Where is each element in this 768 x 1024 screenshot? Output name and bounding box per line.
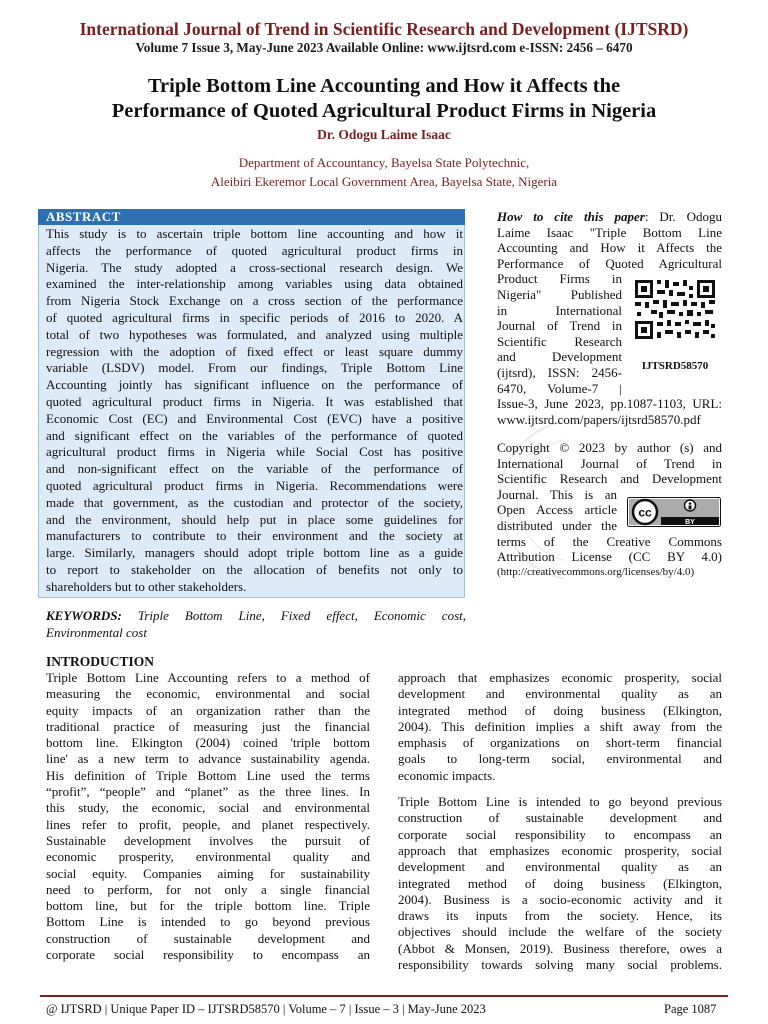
abstract-text	[46, 226, 463, 596]
body-line: approach that emphasizes economic prosperity, social	[398, 670, 722, 685]
footer-divider	[40, 995, 728, 997]
citation-label: How to cite this paper	[497, 209, 645, 224]
affiliation-line: Department of Accountancy, Bayelsa State Polytechnic,	[238, 155, 530, 170]
citation-text: : Dr. Odogu	[644, 209, 722, 224]
body-line: economic prosperity, environmental quality and	[46, 849, 370, 865]
body-line: goals to long-term social, environmental and	[398, 751, 722, 767]
body-line: social equity. Companies aiming for sustainability	[46, 865, 370, 881]
abstract-line: of quoted agricultural firms in specific periods of 2016 to 2020. A	[46, 309, 463, 325]
citation-line: and Development	[497, 349, 622, 365]
copyright-line: distributed under the	[497, 517, 617, 533]
abstract-line: examined the inter-relationship among variables using data obtained	[46, 276, 463, 292]
copyright-line: International Journal of Trend in	[497, 455, 722, 471]
cc-symbol: cc	[638, 505, 652, 520]
citation-line: Scientific Research	[497, 333, 622, 349]
body-line: lines refer to profit, people, and planet respectively.	[46, 816, 370, 832]
introduction-left-column	[46, 670, 370, 963]
body-line: draws its inputs from the society. Hence, its	[398, 908, 722, 924]
body-line: development and environmental quality as an	[398, 686, 722, 702]
abstract-line: manufacturers to contribute to their environment and the society at	[46, 528, 463, 544]
abstract-line: shareholders but to other stakeholders.	[46, 578, 247, 594]
keywords	[46, 608, 466, 641]
abstract-heading: ABSTRACT	[38, 209, 465, 225]
qr-code-icon[interactable]	[632, 277, 718, 342]
citation-line: Product Firms in	[497, 271, 622, 287]
abstract-line: and the environment, should help put in place some guidelines for	[46, 511, 463, 527]
paper-title	[30, 74, 738, 124]
citation-line: Journal of Trend in	[497, 318, 622, 334]
body-line: objectives should include the welfare of the society	[398, 924, 722, 940]
footer-text: @ IJTSRD | Unique Paper ID – IJTSRD58570 | Volume – 7 | Issue – 3 | May-June 2023	[46, 1002, 486, 1016]
citation-line: 6470, Volume-7 |	[497, 380, 622, 396]
citation-line: Laime Isaac "Triple Bottom Line	[497, 224, 722, 240]
body-line: economic impacts.	[398, 767, 496, 783]
body-line: responsibility towards solving many social problems.	[398, 957, 722, 973]
copyright-line: Copyright © 2023 by author (s) and	[497, 440, 722, 455]
abstract-line: Nigeria. The study adopted a cross-sectional research design. We	[46, 259, 463, 275]
body-line: 2004). This definition implies a shift away from the	[398, 718, 722, 734]
citation-line: Issue-3, June 2023, pp.1087-1103, URL:	[497, 396, 722, 412]
page-number: Page 1087	[664, 1002, 717, 1016]
abstract-line: regression with the adoption of fixed effect or least square dummy	[46, 343, 463, 359]
abstract-line: Economic Cost (EC) and Environmental Cost (EVC) have a positive	[46, 410, 463, 426]
body-line: integrated method of doing business (Elkington,	[398, 702, 722, 718]
citation-line: (ijtsrd), ISSN: 2456-	[497, 364, 622, 380]
body-line: construction of sustainable development and	[46, 930, 370, 946]
license-url[interactable]: (http://creativecommons.org/licenses/by/4.0)	[497, 565, 695, 578]
abstract-line: large. Similarly, managers should adopt triple bottom line as a guide	[46, 545, 463, 561]
copyright-line: Attribution License (CC BY 4.0)	[497, 549, 722, 565]
body-line: “profit”, “people” and “planet” as the three lines. In	[46, 784, 370, 800]
abstract-line: This study is to ascertain triple bottom line accounting and how it	[46, 226, 463, 241]
body-line: approach that emphasizes economic prosperity, social	[398, 842, 722, 858]
body-line: line' as a new term to advance sustainability agenda.	[46, 751, 370, 767]
abstract-line: made that government, as the custodian and protector of the society,	[46, 494, 463, 510]
keywords-text: Triple Bottom Line, Fixed effect, Economic cost,	[137, 608, 466, 623]
abstract-line: and significant effect on the variables of the performance of quoted	[46, 427, 463, 443]
introduction-right-column	[398, 670, 722, 973]
abstract-line: to report to stakeholder on the allocation of benefits not only to	[46, 561, 463, 577]
citation-line	[497, 209, 722, 225]
body-line: Triple Bottom Line is intended to go beyond previous	[398, 794, 722, 810]
body-line: 2004). Business is a socio-economic activity and it	[398, 891, 722, 907]
citation-line: in International	[497, 302, 622, 318]
abstract-line: quoted agricultural product firms in Nigeria. Recommendations were	[46, 477, 463, 493]
body-line: need to perform, for not only a single financial	[46, 881, 370, 897]
body-line: bottom line. Elkington (2004) coined 'triple bottom	[46, 735, 370, 751]
keywords-line	[46, 625, 466, 642]
body-line: bottom line, but for the triple bottom line. Triple	[46, 898, 370, 914]
paper-title-line: Triple Bottom Line Accounting and How it Affects the	[147, 75, 621, 97]
body-line: emphasis of organizations on short-term financial	[398, 735, 722, 751]
copyright-line: Open Access article	[497, 502, 617, 518]
journal-title: International Journal of Trend in Scientific Research and Development (IJTSRD)	[79, 19, 689, 39]
keywords-line	[46, 608, 466, 625]
body-line: measuring the economic, environmental and social	[46, 686, 370, 702]
abstract-line: agricultural product firms in Nigeria while Social Cost has positive	[46, 444, 463, 460]
body-line: His definition of Triple Bottom Line used the terms	[46, 767, 370, 783]
abstract-line: total of two hypotheses was formulated, and analyzed using multiple	[46, 326, 463, 342]
by-label: BY	[685, 519, 695, 526]
body-line: development and environmental quality as an	[398, 859, 722, 875]
abstract-line: quoted agricultural product firms in Nigeria. It was established that	[46, 393, 463, 409]
keywords-text: Environmental cost	[46, 624, 147, 640]
keywords-label: KEYWORDS:	[46, 608, 122, 623]
body-line: traditional practice of measuring just the financial	[46, 718, 370, 734]
body-line: corporate social responsibility to encompass an	[398, 826, 722, 842]
journal-volume-line: Volume 7 Issue 3, May-June 2023 Available Online: www.ijtsrd.com e-ISSN: 2456 – 6470	[135, 40, 633, 55]
body-line: Sustainable development involves the pursuit of	[46, 832, 370, 848]
qr-paper-id: IJTSRD58570	[641, 360, 709, 372]
body-line: corporate social responsibility to encompass an	[46, 947, 370, 963]
body-line: Bottom Line is intended to go beyond previous	[46, 914, 370, 930]
body-line: construction of sustainable development and	[398, 810, 722, 826]
abstract-line: and non-significant effect on the variable of the performance of	[46, 461, 463, 477]
introduction-heading: INTRODUCTION	[46, 654, 155, 669]
citation-line: Performance of Quoted Agricultural	[497, 255, 722, 271]
body-line: Triple Bottom Line Accounting refers to a method of	[46, 670, 370, 685]
abstract-line: from Nigeria Stock Exchange on a cross section of the performance	[46, 293, 463, 309]
abstract-line: Accounting jointly has significant influence on the performance of	[46, 377, 463, 393]
copyright-line: terms of the Creative Commons	[497, 533, 722, 549]
body-line: integrated method of doing business (Elkington,	[398, 875, 722, 891]
copyright-line: Scientific Research and Development	[497, 471, 722, 487]
abstract-line: variable (LSDV) model. From our findings, Triple Bottom Line	[46, 360, 463, 376]
citation-url[interactable]: www.ijtsrd.com/papers/ijtsrd58570.pdf	[497, 411, 701, 427]
abstract-line: affects the performance of quoted agricultural product firms in	[46, 242, 463, 258]
author-name: Dr. Odogu Laime Isaac	[317, 127, 451, 142]
copyright-line: Journal. This is an	[497, 486, 617, 502]
body-line: equity impacts of an organization rather than the	[46, 702, 370, 718]
citation-line: Nigeria" Published	[497, 286, 622, 302]
cc-by-license-icon[interactable]	[627, 497, 721, 527]
paper-title-line: Performance of Quoted Agricultural Product Firms in Nigeria	[111, 100, 657, 122]
affiliation-line: Aleibiri Ekeremor Local Government Area, Bayelsa State, Nigeria	[210, 174, 558, 189]
body-line: (Abbot & Monsen, 2019). Business therefore, owes a	[398, 940, 722, 956]
citation-line: Accounting and How it Affects the	[497, 240, 722, 256]
body-line: this study, the economic, social and environmental	[46, 800, 370, 816]
